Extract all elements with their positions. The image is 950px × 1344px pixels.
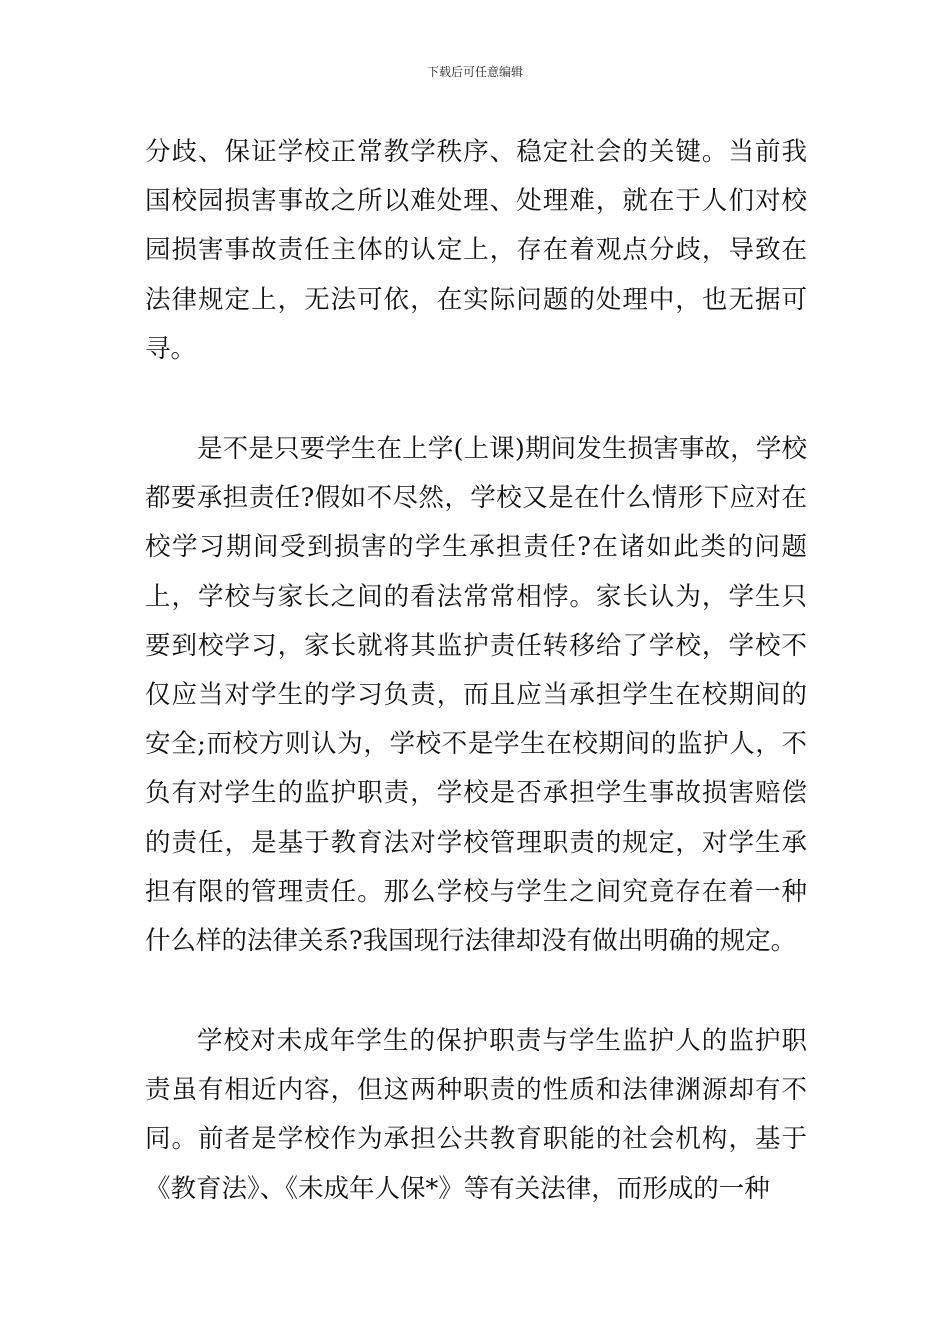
paragraph-2: 是不是只要学生在上学(上课)期间发生损害事故，学校都要承担责任?假如不尽然，学校又是在什么情形下应对在校学习期间受到损害的学生承担责任?在诸如此类的问题上，学校与家长之间的看法常常相悖。家长认为，学生只要到校学习，家长就将其监护责任转移给了学校，学校不仅应当对学生的学习负责，而且应当承担学生在校期间的安全;而校方则认为，学校不是学生在校期间的监护人，不负有对学生的监护职责，学校是否承担学生事故损害赔偿的责任，是基于教育法对学校管理职责的规定，对学生承担有限的管理责任。那么学校与学生之间究竟存在着一种什么样的法律关系?我国现行法律却没有做出明确的规定。 <box>145 434 807 957</box>
paragraph-1: 分歧、保证学校正常教学秩序、稳定社会的关键。当前我国校园损害事故之所以难处理、处理难，就在于人们对校园损害事故责任主体的认定上，存在着观点分歧，导致在法律规定上，无法可依，在实际问题的处理中，也无据可寻。 <box>145 137 807 364</box>
page-header: 下载后可任意编辑 <box>426 65 523 79</box>
paragraph-3: 学校对未成年学生的保护职责与学生监护人的监护职责虽有相近内容，但这两种职责的性质和法律渊源却有不同。前者是学校作为承担公共教育职能的社会机构，基于《教育法》、《未成年人保*》等有关法律，而形成的一种 <box>145 1026 807 1204</box>
